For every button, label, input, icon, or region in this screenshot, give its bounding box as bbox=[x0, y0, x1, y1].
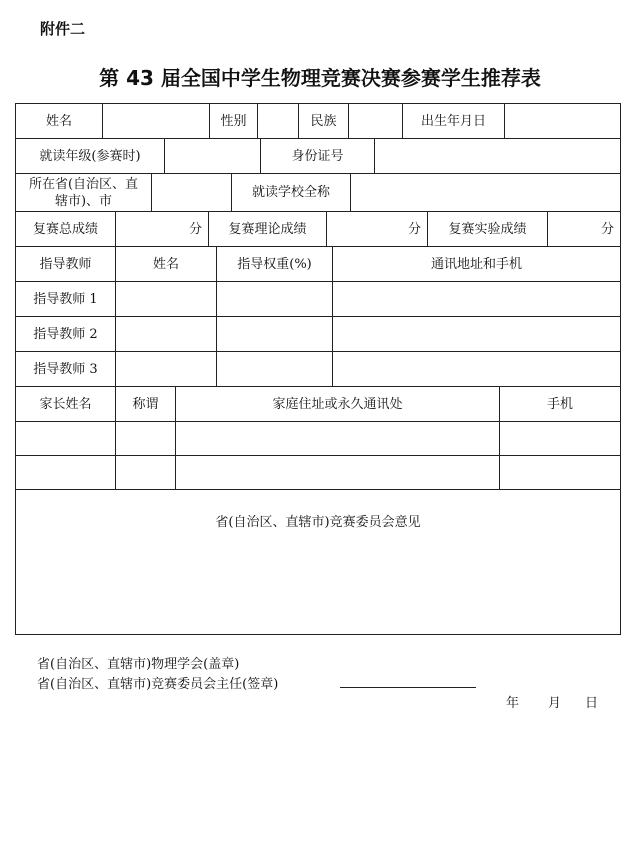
theory-score-label: 复赛理论成绩 bbox=[209, 212, 327, 246]
form-row-scores bbox=[16, 212, 620, 247]
teacher-row-2 bbox=[16, 317, 620, 352]
id-number-label: 身份证号 bbox=[261, 139, 375, 173]
teacher2-weight-field[interactable] bbox=[217, 317, 333, 351]
grade-label: 就读年级(参赛时) bbox=[16, 139, 165, 173]
parent-header-row bbox=[16, 387, 620, 422]
birthdate-label: 出生年月日 bbox=[403, 104, 505, 138]
date-month-label: 月 bbox=[548, 696, 562, 711]
home-address-header: 家庭住址或永久通讯处 bbox=[176, 387, 500, 421]
grade-field[interactable] bbox=[165, 139, 261, 173]
teacher-row-1 bbox=[16, 282, 620, 317]
ethnicity-field[interactable] bbox=[349, 104, 403, 138]
committee-opinion-label: 省(自治区、直辖市)竞赛委员会意见 bbox=[215, 515, 421, 530]
parent2-relation-field[interactable] bbox=[116, 456, 176, 489]
society-seal-line: 省(自治区、直辖市)物理学会(盖章) bbox=[37, 657, 240, 672]
attachment-label: 附件二 bbox=[40, 20, 86, 38]
lab-score-label: 复赛实验成绩 bbox=[428, 212, 548, 246]
name-field[interactable] bbox=[103, 104, 210, 138]
teacher-weight-header: 指导权重(%) bbox=[217, 247, 333, 281]
gender-field[interactable] bbox=[258, 104, 299, 138]
total-score-field[interactable] bbox=[116, 212, 209, 246]
date-year-label: 年 bbox=[506, 696, 520, 711]
birthdate-field[interactable] bbox=[505, 104, 620, 138]
teacher1-weight-field[interactable] bbox=[217, 282, 333, 316]
school-label: 就读学校全称 bbox=[232, 174, 351, 211]
total-score-unit: 分 bbox=[188, 221, 202, 237]
total-score-label: 复赛总成绩 bbox=[16, 212, 116, 246]
parent1-address-field[interactable] bbox=[176, 422, 500, 455]
date-day-label: 日 bbox=[585, 696, 599, 711]
signature-line[interactable] bbox=[340, 687, 476, 688]
teacher2-name-field[interactable] bbox=[116, 317, 217, 351]
teacher1-name-field[interactable] bbox=[116, 282, 217, 316]
parent-row-2 bbox=[16, 456, 620, 490]
teacher3-weight-field[interactable] bbox=[217, 352, 333, 386]
parent-row-1 bbox=[16, 422, 620, 456]
teacher-row-3 bbox=[16, 352, 620, 387]
teacher3-name-field[interactable] bbox=[116, 352, 217, 386]
director-sign-line: 省(自治区、直辖市)竞赛委员会主任(签章) bbox=[37, 677, 279, 692]
teacher-header-row bbox=[16, 247, 620, 282]
teacher-header-label: 指导教师 bbox=[16, 247, 116, 281]
recommendation-form bbox=[15, 103, 621, 635]
committee-opinion-field[interactable] bbox=[16, 490, 620, 634]
theory-score-field[interactable] bbox=[327, 212, 428, 246]
parent1-phone-field[interactable] bbox=[500, 422, 620, 455]
form-row-basic bbox=[16, 104, 620, 139]
form-row-grade bbox=[16, 139, 620, 174]
teacher3-contact-field[interactable] bbox=[333, 352, 620, 386]
school-field[interactable] bbox=[351, 174, 620, 211]
lab-score-field[interactable] bbox=[548, 212, 620, 246]
ethnicity-label: 民族 bbox=[299, 104, 349, 138]
page-title: 第 43 届全国中学生物理竞赛决赛参赛学生推荐表 bbox=[99, 66, 541, 90]
parent2-phone-field[interactable] bbox=[500, 456, 620, 489]
teacher1-contact-field[interactable] bbox=[333, 282, 620, 316]
province-field[interactable] bbox=[152, 174, 232, 211]
name-label: 姓名 bbox=[16, 104, 103, 138]
parent1-name-field[interactable] bbox=[16, 422, 116, 455]
committee-opinion-row bbox=[16, 490, 620, 634]
gender-label: 性别 bbox=[210, 104, 258, 138]
parent2-address-field[interactable] bbox=[176, 456, 500, 489]
teacher-name-header: 姓名 bbox=[116, 247, 217, 281]
teacher3-label: 指导教师 3 bbox=[16, 352, 116, 386]
province-label bbox=[16, 174, 152, 211]
province-label-line2: 辖市)、市 bbox=[54, 193, 113, 209]
teacher-contact-header: 通讯地址和手机 bbox=[430, 256, 522, 272]
parent-name-header: 家长姓名 bbox=[16, 387, 116, 421]
relation-header: 称谓 bbox=[116, 387, 176, 421]
theory-score-unit: 分 bbox=[407, 221, 421, 237]
teacher2-contact-field[interactable] bbox=[333, 317, 620, 351]
parent2-name-field[interactable] bbox=[16, 456, 116, 489]
teacher1-label: 指导教师 1 bbox=[16, 282, 116, 316]
province-label-line1: 所在省(自治区、直 bbox=[28, 176, 139, 192]
lab-score-unit: 分 bbox=[600, 221, 614, 237]
phone-header: 手机 bbox=[546, 396, 573, 412]
parent1-relation-field[interactable] bbox=[116, 422, 176, 455]
form-row-location bbox=[16, 174, 620, 212]
teacher2-label: 指导教师 2 bbox=[16, 317, 116, 351]
id-number-field[interactable] bbox=[375, 139, 620, 173]
